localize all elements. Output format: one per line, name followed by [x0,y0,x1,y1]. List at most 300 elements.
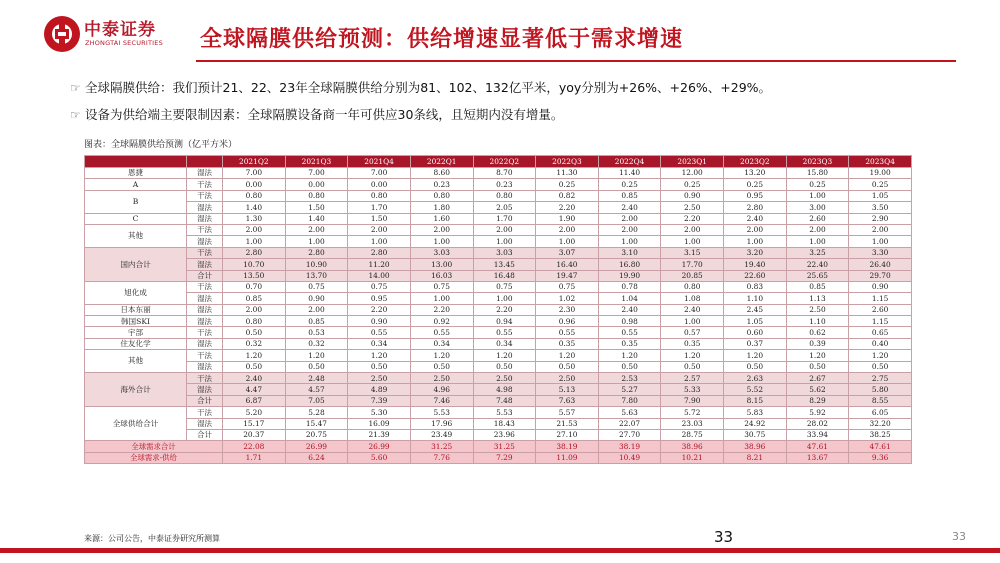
process-type-cell: 湿法 [187,213,223,224]
process-type-cell: 合计 [187,395,223,406]
value-cell: 0.82 [536,190,599,201]
page-number-corner: 33 [952,530,966,543]
value-cell: 7.39 [348,395,411,406]
company-name-cell: A [85,179,187,190]
value-cell: 2.50 [786,304,849,315]
value-cell: 5.62 [786,384,849,395]
process-type-cell: 湿法 [187,236,223,247]
value-cell: 1.00 [536,236,599,247]
value-cell: 25.65 [786,270,849,281]
company-name-cell: C [85,213,187,224]
value-cell: 2.48 [285,373,348,384]
value-cell: 2.45 [724,304,787,315]
value-cell: 0.60 [724,327,787,338]
value-cell: 2.60 [786,213,849,224]
value-cell: 0.00 [285,179,348,190]
value-cell: 1.05 [849,190,912,201]
process-type-cell: 干法 [187,327,223,338]
value-cell: 1.00 [285,236,348,247]
company-name-cell: 全球供给合计 [85,407,187,441]
value-cell: 5.72 [661,407,724,418]
value-cell: 0.85 [598,190,661,201]
value-cell: 2.00 [661,224,724,235]
value-cell: 0.25 [536,179,599,190]
value-cell: 6.05 [849,407,912,418]
value-cell: 5.30 [348,407,411,418]
value-cell: 0.32 [223,338,286,349]
table-row [85,224,912,235]
value-cell: 3.30 [849,247,912,258]
value-cell: 8.29 [786,395,849,406]
value-cell: 10.70 [223,259,286,270]
column-header: 2023Q4 [849,156,912,168]
header-type [187,156,223,168]
value-cell: 0.50 [849,361,912,372]
value-cell: 16.09 [348,418,411,429]
value-cell: 2.00 [285,304,348,315]
value-cell: 0.55 [410,327,473,338]
value-cell: 10.90 [285,259,348,270]
value-cell: 1.50 [285,202,348,213]
value-cell: 8.70 [473,168,536,179]
brand-name-cn: 中泰证券 [84,20,156,40]
value-cell: 0.95 [724,190,787,201]
value-cell: 32.20 [849,418,912,429]
value-cell: 4.57 [285,384,348,395]
value-cell: 5.80 [849,384,912,395]
company-name-cell: 其他 [85,224,187,247]
value-cell: 7.46 [410,395,473,406]
value-cell: 2.20 [661,213,724,224]
value-cell: 13.45 [473,259,536,270]
value-cell: 26.40 [849,259,912,270]
value-cell: 20.75 [285,429,348,440]
process-type-cell: 干法 [187,224,223,235]
value-cell: 28.02 [786,418,849,429]
value-cell: 7.48 [473,395,536,406]
table-row [85,316,912,327]
summary-value-cell: 22.08 [223,441,286,452]
source-note: 来源：公司公告，中泰证券研究所测算 [84,534,220,543]
column-header: 2022Q3 [536,156,599,168]
value-cell: 0.98 [598,316,661,327]
value-cell: 33.94 [786,429,849,440]
company-name-cell: B [85,190,187,213]
value-cell: 2.30 [536,304,599,315]
value-cell: 0.50 [724,361,787,372]
value-cell: 0.34 [473,338,536,349]
summary-value-cell: 38.96 [724,441,787,452]
value-cell: 0.35 [598,338,661,349]
value-cell: 0.75 [285,281,348,292]
table-row [85,247,912,258]
value-cell: 0.50 [223,361,286,372]
value-cell: 1.20 [410,350,473,361]
value-cell: 19.90 [598,270,661,281]
value-cell: 2.00 [724,224,787,235]
value-cell: 5.53 [410,407,473,418]
value-cell: 22.60 [724,270,787,281]
value-cell: 5.53 [473,407,536,418]
company-name-cell: 海外合计 [85,373,187,407]
value-cell: 3.00 [786,202,849,213]
value-cell: 2.00 [223,304,286,315]
value-cell: 1.20 [285,350,348,361]
value-cell: 0.34 [410,338,473,349]
value-cell: 1.90 [536,213,599,224]
value-cell: 0.90 [285,293,348,304]
value-cell: 0.00 [348,179,411,190]
table-row [85,395,912,406]
value-cell: 0.85 [223,293,286,304]
value-cell: 0.25 [786,179,849,190]
column-header: 2023Q1 [661,156,724,168]
column-header: 2021Q4 [348,156,411,168]
value-cell: 2.00 [598,224,661,235]
summary-value-cell: 38.96 [661,441,724,452]
value-cell: 19.47 [536,270,599,281]
value-cell: 15.17 [223,418,286,429]
value-cell: 1.15 [849,316,912,327]
summary-value-cell: 9.36 [849,452,912,463]
value-cell: 1.10 [724,293,787,304]
value-cell: 6.87 [223,395,286,406]
table-row [85,350,912,361]
value-cell: 4.96 [410,384,473,395]
value-cell: 1.80 [410,202,473,213]
value-cell: 0.35 [661,338,724,349]
value-cell: 2.80 [285,247,348,258]
value-cell: 5.52 [724,384,787,395]
value-cell: 18.43 [473,418,536,429]
value-cell: 2.00 [410,224,473,235]
value-cell: 0.83 [724,281,787,292]
footer-bar [0,548,1000,553]
value-cell: 0.35 [536,338,599,349]
value-cell: 1.15 [849,293,912,304]
value-cell: 2.75 [849,373,912,384]
value-cell: 23.96 [473,429,536,440]
value-cell: 1.40 [285,213,348,224]
table-row [85,270,912,281]
value-cell: 1.20 [536,350,599,361]
table-row [85,213,912,224]
value-cell: 5.13 [536,384,599,395]
value-cell: 2.00 [598,213,661,224]
pointing-hand-icon: ☞ [70,81,81,95]
value-cell: 19.40 [724,259,787,270]
value-cell: 1.30 [223,213,286,224]
value-cell: 8.15 [724,395,787,406]
summary-value-cell: 26.99 [285,441,348,452]
company-name-cell: 韩国SKI [85,316,187,327]
value-cell: 4.47 [223,384,286,395]
value-cell: 38.25 [849,429,912,440]
value-cell: 2.00 [786,224,849,235]
value-cell: 0.55 [348,327,411,338]
value-cell: 0.37 [724,338,787,349]
value-cell: 7.00 [223,168,286,179]
value-cell: 2.40 [598,202,661,213]
value-cell: 0.50 [348,361,411,372]
value-cell: 2.67 [786,373,849,384]
process-type-cell: 干法 [187,373,223,384]
value-cell: 5.33 [661,384,724,395]
value-cell: 2.50 [473,373,536,384]
process-type-cell: 湿法 [187,304,223,315]
value-cell: 11.40 [598,168,661,179]
value-cell: 1.00 [410,293,473,304]
value-cell: 1.10 [786,316,849,327]
summary-value-cell: 1.71 [223,452,286,463]
company-name-cell: 宇部 [85,327,187,338]
value-cell: 0.90 [348,316,411,327]
value-cell: 1.00 [661,236,724,247]
value-cell: 5.28 [285,407,348,418]
value-cell: 2.20 [410,304,473,315]
summary-value-cell: 47.61 [849,441,912,452]
value-cell: 0.85 [786,281,849,292]
value-cell: 0.78 [598,281,661,292]
value-cell: 1.08 [661,293,724,304]
value-cell: 1.20 [724,350,787,361]
value-cell: 2.80 [724,202,787,213]
value-cell: 5.57 [536,407,599,418]
process-type-cell: 湿法 [187,418,223,429]
summary-value-cell: 8.21 [724,452,787,463]
value-cell: 0.75 [473,281,536,292]
value-cell: 2.05 [473,202,536,213]
value-cell: 0.90 [849,281,912,292]
value-cell: 2.80 [348,247,411,258]
value-cell: 2.60 [849,304,912,315]
value-cell: 1.13 [786,293,849,304]
value-cell: 0.80 [223,190,286,201]
summary-row [85,452,912,463]
bullet-supply-forecast [70,78,771,96]
value-cell: 27.70 [598,429,661,440]
value-cell: 2.63 [724,373,787,384]
process-type-cell: 湿法 [187,293,223,304]
value-cell: 0.80 [661,281,724,292]
company-name-cell: 恩捷 [85,168,187,179]
value-cell: 2.50 [410,373,473,384]
value-cell: 27.10 [536,429,599,440]
bullet-text: 设备为供给端主要限制因素：全球隔膜设备商一年可供应30条线，且短期内没有增量。 [85,107,564,122]
table-row [85,304,912,315]
value-cell: 17.70 [661,259,724,270]
value-cell: 2.90 [849,213,912,224]
table-row [85,281,912,292]
value-cell: 2.57 [661,373,724,384]
value-cell: 0.25 [849,179,912,190]
value-cell: 20.37 [223,429,286,440]
value-cell: 0.50 [598,361,661,372]
value-cell: 8.60 [410,168,473,179]
value-cell: 22.40 [786,259,849,270]
value-cell: 1.00 [598,236,661,247]
value-cell: 3.50 [849,202,912,213]
value-cell: 16.80 [598,259,661,270]
table-row [85,327,912,338]
summary-value-cell: 38.19 [598,441,661,452]
value-cell: 0.39 [786,338,849,349]
value-cell: 16.03 [410,270,473,281]
value-cell: 3.03 [410,247,473,258]
value-cell: 1.50 [348,213,411,224]
value-cell: 2.53 [598,373,661,384]
value-cell: 13.20 [724,168,787,179]
value-cell: 7.00 [285,168,348,179]
value-cell: 0.80 [410,190,473,201]
supply-forecast-table [84,155,912,464]
value-cell: 4.89 [348,384,411,395]
value-cell: 1.00 [849,236,912,247]
value-cell: 2.50 [661,202,724,213]
value-cell: 1.20 [849,350,912,361]
value-cell: 0.00 [223,179,286,190]
value-cell: 2.40 [661,304,724,315]
value-cell: 5.83 [724,407,787,418]
value-cell: 0.53 [285,327,348,338]
value-cell: 8.55 [849,395,912,406]
summary-value-cell: 31.25 [410,441,473,452]
value-cell: 3.15 [661,247,724,258]
value-cell: 2.00 [473,224,536,235]
company-name-cell: 其他 [85,350,187,373]
table-body [85,168,912,464]
value-cell: 0.34 [348,338,411,349]
value-cell: 3.10 [598,247,661,258]
value-cell: 16.48 [473,270,536,281]
table-row [85,361,912,372]
summary-label-cell: 全球需求合计 [85,441,223,452]
value-cell: 13.50 [223,270,286,281]
value-cell: 1.60 [410,213,473,224]
column-header: 2022Q1 [410,156,473,168]
table-row [85,384,912,395]
value-cell: 0.70 [223,281,286,292]
value-cell: 5.27 [598,384,661,395]
value-cell: 1.00 [786,236,849,247]
value-cell: 0.55 [473,327,536,338]
value-cell: 21.39 [348,429,411,440]
value-cell: 0.85 [285,316,348,327]
summary-value-cell: 5.60 [348,452,411,463]
value-cell: 0.80 [348,190,411,201]
value-cell: 0.50 [661,361,724,372]
table-row [85,429,912,440]
value-cell: 13.70 [285,270,348,281]
summary-value-cell: 38.19 [536,441,599,452]
value-cell: 23.49 [410,429,473,440]
value-cell: 5.63 [598,407,661,418]
value-cell: 2.20 [473,304,536,315]
column-header: 2021Q2 [223,156,286,168]
page-number: 33 [714,528,734,546]
value-cell: 1.00 [786,190,849,201]
value-cell: 0.50 [473,361,536,372]
company-name-cell: 住友化学 [85,338,187,349]
value-cell: 0.80 [223,316,286,327]
value-cell: 2.20 [348,304,411,315]
value-cell: 14.00 [348,270,411,281]
value-cell: 0.94 [473,316,536,327]
table-row [85,202,912,213]
page-title: 全球隔膜供给预测：供给增速显著低于需求增速 [200,27,684,52]
column-header: 2023Q3 [786,156,849,168]
value-cell: 0.90 [661,190,724,201]
value-cell: 3.20 [724,247,787,258]
table-row [85,407,912,418]
value-cell: 1.20 [661,350,724,361]
value-cell: 1.00 [410,236,473,247]
summary-row [85,441,912,452]
column-header: 2022Q2 [473,156,536,168]
process-type-cell: 湿法 [187,259,223,270]
table-row [85,373,912,384]
summary-value-cell: 31.25 [473,441,536,452]
value-cell: 2.80 [223,247,286,258]
value-cell: 2.00 [849,224,912,235]
value-cell: 1.00 [473,236,536,247]
value-cell: 1.00 [661,316,724,327]
value-cell: 0.40 [849,338,912,349]
table-row [85,236,912,247]
value-cell: 0.75 [410,281,473,292]
summary-value-cell: 7.29 [473,452,536,463]
value-cell: 0.23 [473,179,536,190]
value-cell: 0.55 [536,327,599,338]
value-cell: 24.92 [724,418,787,429]
value-cell: 0.50 [786,361,849,372]
header-company [85,156,187,168]
value-cell: 0.65 [849,327,912,338]
value-cell: 0.25 [661,179,724,190]
process-type-cell: 干法 [187,179,223,190]
value-cell: 2.00 [348,224,411,235]
value-cell: 2.40 [724,213,787,224]
brand-name-en: ZHONGTAI SECURITIES [85,39,163,47]
process-type-cell: 湿法 [187,361,223,372]
value-cell: 15.80 [786,168,849,179]
value-cell: 11.20 [348,259,411,270]
value-cell: 2.00 [285,224,348,235]
value-cell: 7.90 [661,395,724,406]
value-cell: 1.04 [598,293,661,304]
value-cell: 15.47 [285,418,348,429]
value-cell: 2.50 [348,373,411,384]
company-name-cell: 日本东丽 [85,304,187,315]
process-type-cell: 湿法 [187,316,223,327]
zhongtai-logo-icon [42,14,82,54]
summary-value-cell: 6.24 [285,452,348,463]
process-type-cell: 干法 [187,407,223,418]
value-cell: 22.07 [598,418,661,429]
value-cell: 1.70 [473,213,536,224]
value-cell: 16.40 [536,259,599,270]
value-cell: 13.00 [410,259,473,270]
company-name-cell: 国内合计 [85,247,187,281]
process-type-cell: 湿法 [187,168,223,179]
value-cell: 2.40 [223,373,286,384]
value-cell: 2.20 [536,202,599,213]
process-type-cell: 干法 [187,247,223,258]
value-cell: 1.00 [348,236,411,247]
value-cell: 1.20 [348,350,411,361]
value-cell: 7.05 [285,395,348,406]
value-cell: 1.00 [223,236,286,247]
